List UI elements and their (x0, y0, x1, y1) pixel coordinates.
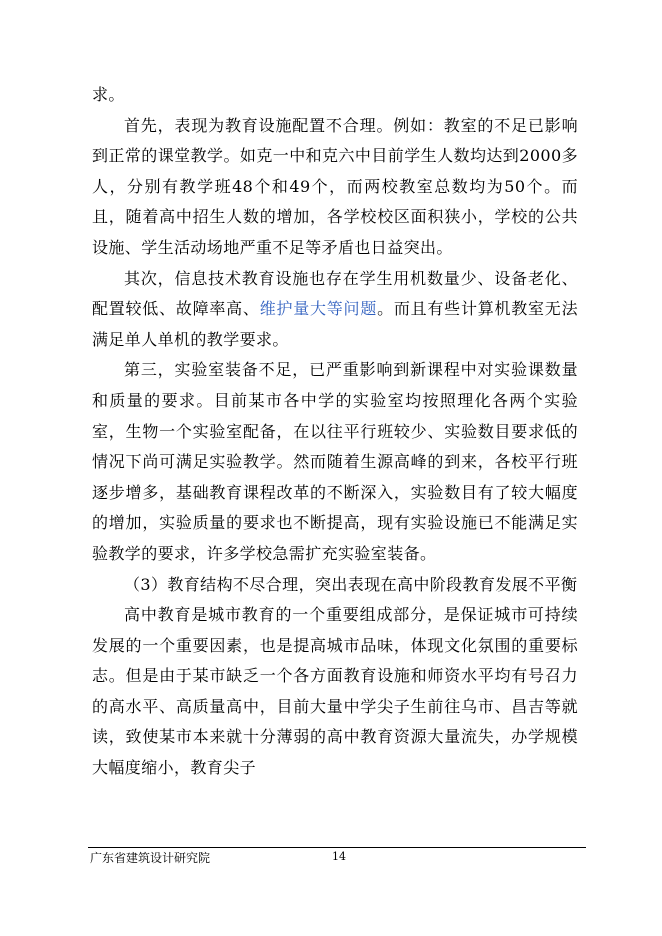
maintenance-link[interactable]: 维护量大等问题 (259, 299, 378, 319)
footer-divider (88, 847, 586, 848)
it-text-after: 。而且有些计算机教室无法满足单人单机的教学要求。 (92, 299, 578, 349)
paragraph-high-school: 高中教育是城市教育的一个重要组成部分，是保证城市可持续发展的一个重要因素，也是提高城市品味，体现文化氛围的重要标志。但是由于某市缺乏一个各方面教育设施和师资水平均有号召力的高水平、高质量高中，目前大量中学尖子生前往乌市、昌吉等就读，致使某市本来就十分薄弱的高中教育资源大量流失，办学规模大幅度缩小，教育尖子 (92, 605, 578, 778)
it-text-before: 其次，信息技术教育设施也存在学生用机数量少、设备老化、配置较低、故障率高、 (92, 268, 578, 319)
footer-organization: 广东省建筑设计研究院 (90, 851, 211, 865)
paragraph-continuation: 求。 (92, 85, 125, 104)
paragraph-facilities: 首先，表现为教育设施配置不合理。例如：教室的不足已影响到正常的课堂教学。如克一中和克六中目前学生人数均达到2000多人，分别有教学班48个和49个，而两校教室总数均为50个。而且，随着高中招生人数的增加，各学校校区面积狭小，学校的公共设施、学生活动场地严重不足等矛盾也日益突出。 (92, 115, 578, 257)
section-heading: （3）教育结构不尽合理，突出表现在高中阶段教育发展不平衡 (124, 574, 578, 594)
paragraph-lab-equipment: 第三，实验室装备不足，已严重影响到新课程中对实验课数量和质量的要求。目前某市各中学的实验室均按照理化各两个实验室，生物一个实验室配备，在以往平行班较少、实验数目要求低的情况下尚可满足实验教学。然而随着生源高峰的到来，各校平行班逐步增多，基础教育课程改革的不断深入，实验数目有了较大幅度的增加，实验质量的要求也不断提高，现有实验设施已不能满足实验教学的要求，许多学校急需扩充实验室装备。 (92, 360, 578, 563)
body-text (92, 80, 578, 784)
paragraph-it-facilities (92, 264, 578, 356)
page-number: 14 (332, 850, 346, 863)
